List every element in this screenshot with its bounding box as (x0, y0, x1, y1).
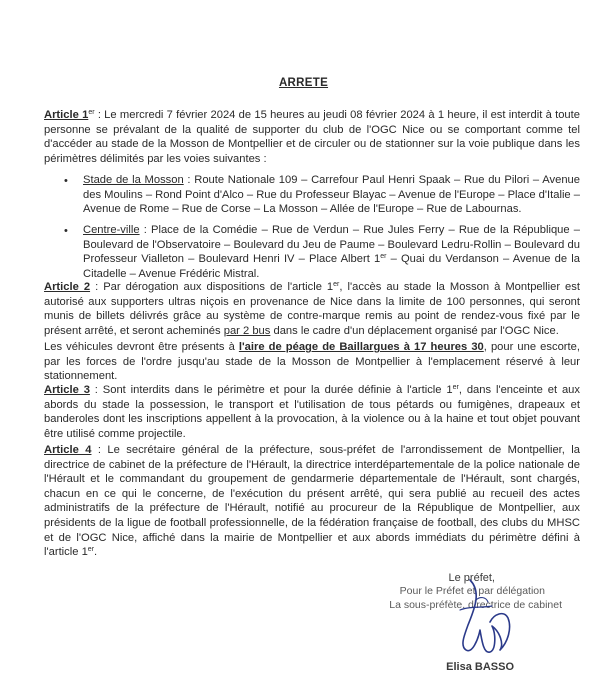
perimeter-label: Stade de la Mosson (83, 174, 184, 186)
vehicles-paragraph: Les véhicules devront être présents à l'aire de péage de Baillargues à 17 heures 30, pour une escorte, par les forces de l'ordre jusqu'au stade de la Mosson de Montpellier à l'emplacement réservé à leur stationnement. (44, 341, 580, 383)
article-4-label: Article 4 (44, 444, 92, 456)
article-1-text: : Le mercredi 7 février 2024 de 15 heures au jeudi 08 février 2024 à 1 heure, il est interdit à toute personne se prévalant de la qualité de supporter du club de l'OGC Nice ou se comportant comme tel d'accéder au stade de la Mosson de Montpellier et de circuler ou de stationner sur la voie publique dans les périmètres délimités par les voies suivantes : (44, 109, 580, 165)
article-2: Article 2 : Par dérogation aux dispositions de l'article 1er, l'accès au stade la Mosson à Montpellier est autorisé aux supporters ultras niçois en provenance de Nice dans la limite de 100 personnes, qui seront munis de billets délivrés grâce au système de contre-marque remis au point de rendez-vous fixé par le présent arrêté, et seront acheminés par 2 bus dans le cadre d'un déplacement organisé par l'OGC Nice. (44, 281, 580, 337)
meeting-point: l'aire de péage de Baillargues à 17 heures 30 (238, 341, 484, 353)
handwritten-signature-icon (430, 570, 540, 670)
bus-count: par 2 bus (223, 324, 271, 337)
perimeter-label: Centre-ville (83, 224, 140, 236)
bullet-icon: • (64, 175, 68, 187)
perimeter-centre-ville: Centre-ville : Place de la Comédie – Rue de Verdun – Rue Jules Ferry – Rue de la République – Boulevard de l'Observatoire – Boulevard du Jeu de Paume – Boulevard Ledru-Rollin – Boulevard du Professeur Vialleton – Boulevard Henri IV – Place Albert 1er – Quai du Verdanson – Avenue de la Citadelle – Avenue Frédéric Mistral. (83, 224, 580, 280)
signature-role: La sous-préfète, directrice de cabinet (389, 599, 562, 611)
signature-title: Le préfet, (448, 572, 495, 584)
document-title: ARRETE (278, 77, 329, 89)
article-3-label: Article 3 (44, 384, 90, 396)
article-3: Article 3 : Sont interdits dans le périmètre et pour la durée définie à l'article 1er, dans l'enceinte et aux abords du stade la possession, le transport et l'utilisation de tous pétards ou fumigènes, drapeaux et banderoles dont les inscriptions appellent à la provocation, à la violence ou à la haine et tout objet pouvant être utilisé comme projectile. (44, 384, 580, 440)
signature-delegation: Pour le Préfet et par délégation (399, 585, 545, 597)
article-1: Article 1er : Le mercredi 7 février 2024 de 15 heures au jeudi 08 février 2024 à 1 heure, il est interdit à toute personne se prévalant de la qualité de supporter du club de l'OGC Nice ou se comportant comme tel d'accéder au stade de la Mosson de Montpellier et de circuler ou de stationner sur la voie publique dans les périmètres délimités par les voies suivantes : (44, 109, 580, 165)
perimeter-stade-mosson (83, 173, 580, 217)
article-1-label: Article 1 (44, 109, 89, 121)
article-2-label: Article 2 (44, 281, 91, 293)
article-4: Article 4 : Le secrétaire général de la préfecture, sous-préfet de l'arrondissement de Montpellier, la directrice de cabinet de la préfecture de l'Hérault, la directrice interdépartementale de la police nationale de l'Hérault et le commandant du groupement de gendarmerie départementale de l'Hérault, sont chargés, chacun en ce qui le concerne, de l'exécution du présent arrêté, qui sera publié au recueil des actes administratifs de la préfecture de l'Hérault, notifié au procureur de la République de Montpellier, aux présidents de la ligue de football professionnelle, de la fédération française de football, des clubs du MHSC et de l'OGC Nice, affiché dans la mairie de Montpellier et aux abords immédiats du périmètre défini à l'article 1er. (44, 444, 581, 559)
bullet-icon: • (64, 225, 68, 237)
signatory-name: Elisa BASSO (446, 661, 514, 673)
perimeter-text: : Route Nationale 109 – Carrefour Paul Henri Spaak – Rue du Pilori – Avenue des Moulins – Rond Point d'Alco – Rue du Professeur Blayac – Avenue de l'Europe – Place d'Italie – Avenue de Rome – Rue de Corse – La Mosson – Allée de l'Europe – Rue de Labournas. (83, 174, 580, 216)
